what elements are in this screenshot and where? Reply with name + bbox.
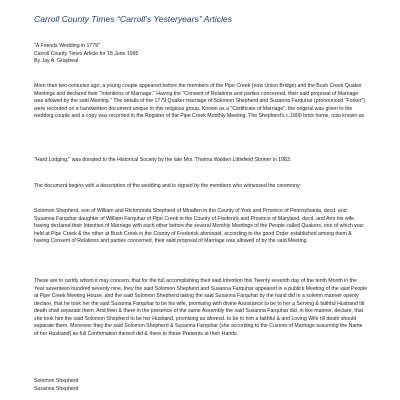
paragraph-text: "Hard Lodging," was donated to the Historical Society by the late Mrs. Thelma Walden Littlefield Shriner in 1983.: [34, 157, 292, 163]
paragraph-text: The document begins with a description of the wedding and is signed by the members who witnessed the ceremony:: [34, 183, 302, 189]
paragraph-hard-lodging: [34, 157, 368, 165]
signature-name: Solomon Shepherd: [34, 378, 79, 384]
page-title: Carroll County Times “Carroll’s Yesteryears” Articles: [34, 14, 232, 24]
article-source: Carroll County Times Article for 18 June 1995: [34, 50, 139, 57]
signature-list: [34, 378, 368, 393]
paragraph-text: More than two centuries ago, a young couple appeared before the members of the Pipe Creek (now Union Bridge) and the Bush Creek Quaker Meetings and declared their "Intentions of Marriage." Having the "Consent of Relations and parties concerned, their said proposal of Marriage was allowed by the said Meeting." The details of the 1779 Quaker marriage of Solomon Shepherd and Susanna Farquhar (pronounced "Forker") were recorded on a handwritten document unique to this religious group. Known as a "Certificate of Marriage", the original was given to the wedding couple and a copy was recorded in the Register of the Pipe Creek Monthly Meeting. The Shepherd's c.1800 brick home, now known as: [34, 83, 365, 119]
paragraph-document-description: [34, 183, 368, 191]
paragraph-marriage-intention: [34, 208, 368, 246]
paragraph-intro: [34, 83, 368, 121]
signature-name: Susanna Shepherd: [34, 385, 79, 392]
article-headline: "A Friends Wedding in 1779": [34, 43, 100, 49]
paragraph-text: Solomon Shepherd, son of William and Richmonda Shepherd of Minallen in the County of York and Province of Pennsylvania, decd. and Susanna Farquhar daughter of William Farquhar of Pipe Creek in the County of Frederick and Province of Maryland, decd. and Ann his wife, having declared their Intention of Marriage with each other before the several Monthly Meetings of the People called Quakers, one of which was held at Pipe Creek & the other at Bush Creek in the County of Frederick aforesaid, according to the good Order established among them & having Consent of Relations and parties concerned, their said proposal of Marriage was allowed of by the said Meeting.: [34, 208, 364, 244]
article-byline: By Jay A. Graybeal: [34, 58, 79, 64]
paragraph-text: These are to certify whom it may concern, that for the full accomplishing their said Intention this Twenty seventh day of the tenth Month in the Year seventeen hundred seventy nine, they the said Solomon Shepherd and Susanna Farquhar appeared in a publick Meeting of the said People at Pipe Creek Meeting House, and the said Solomon Shepherd taking the said Susanna Farquhar by the hand did in a solemn manner openly declare, that he took her the said Susanna Farquhar to be his wife, promising with divine Assistance to be to her a Serving & faithful Husband till death shall separate them. And then & there in the presence of the same Assembly the said Susanna Farquhar did, in like manner, declare, that she took him the said Solomon Shepherd to be her Husband, promising as aforesd. to be to him a faithful & and Loving Wife till death should separate them. Moreover they the said Solomon Shepherd & Susanna Farquhar (she according to the Custom of Marriage assuming the Name of her Husband) as full Confirmation thereof did & there to these Presents at their Hands.: [34, 278, 368, 337]
paragraph-certification: [34, 278, 368, 338]
article-header: [34, 43, 368, 66]
